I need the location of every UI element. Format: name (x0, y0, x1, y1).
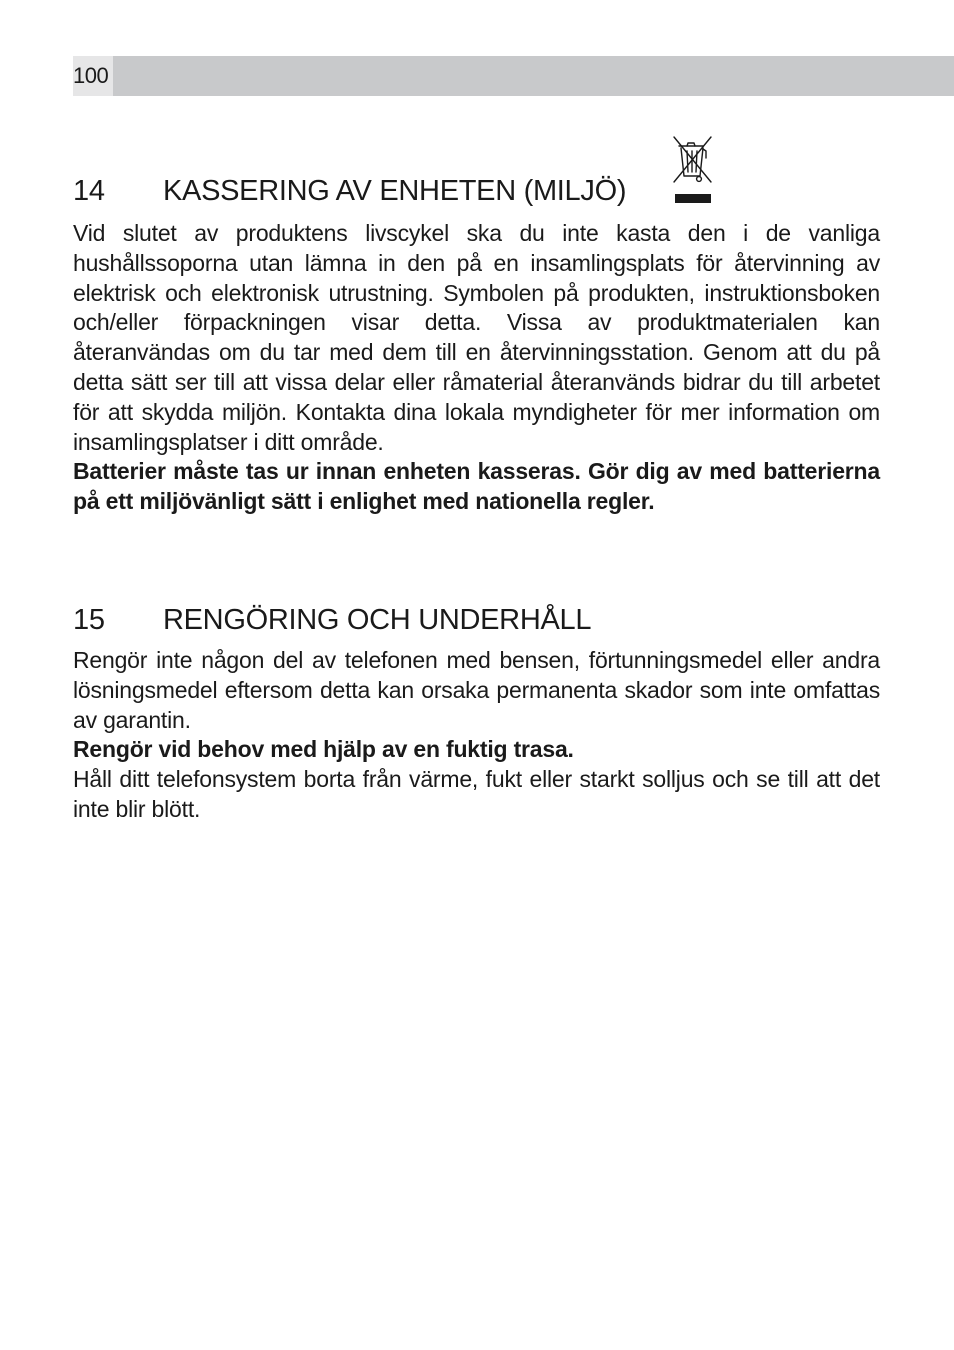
section-number: 14 (73, 175, 105, 207)
crossed-out-wheelie-bin-icon (670, 132, 714, 208)
section-heading-disposal (73, 173, 626, 209)
paragraph: Rengör inte någon del av telefonen med bensen, förtunningsmedel eller andra lösningsmedel eftersom detta kan orsaka permanenta skador som inte omfattas av garantin. (73, 647, 880, 733)
section-body-cleaning (73, 646, 880, 825)
section-title: RENGÖRING OCH UNDERHÅLL (163, 604, 592, 636)
page-header-bar (73, 56, 954, 96)
paragraph: Vid slutet av produktens livscykel ska du inte kasta den i de vanliga hushållssoporna utan lämna in den på en insamlingsplats för återvinning av elektrisk och elektronisk utrustning. Symbolen på produkten, instruktionsboken och/eller förpackningen visar detta. Vissa av produktmaterialen kan återanvändas om du tar med dem till en återvinningsstation. Genom att du på detta sätt ser till att vissa delar eller råmaterial återanvänds bidrar du till arbetet för att skydda miljön. Kontakta dina lokala myndigheter för mer information om insamlingsplatser i ditt område. (73, 220, 880, 455)
section-body-disposal (73, 219, 880, 517)
section-heading-cleaning (73, 602, 591, 638)
page-number: 100 (73, 56, 113, 96)
section-title: KASSERING AV ENHETEN (MILJÖ) (163, 175, 627, 207)
cleaning-instruction: Rengör vid behov med hjälp av en fuktig trasa. (73, 736, 574, 763)
battery-warning: Batterier måste tas ur innan enheten kasseras. Gör dig av med batterierna på ett miljövänligt sätt i enlighet med nationella regler. (73, 458, 880, 515)
paragraph: Håll ditt telefonsystem borta från värme, fukt eller starkt solljus och se till att det inte blir blött. (73, 766, 880, 822)
section-number: 15 (73, 604, 105, 636)
